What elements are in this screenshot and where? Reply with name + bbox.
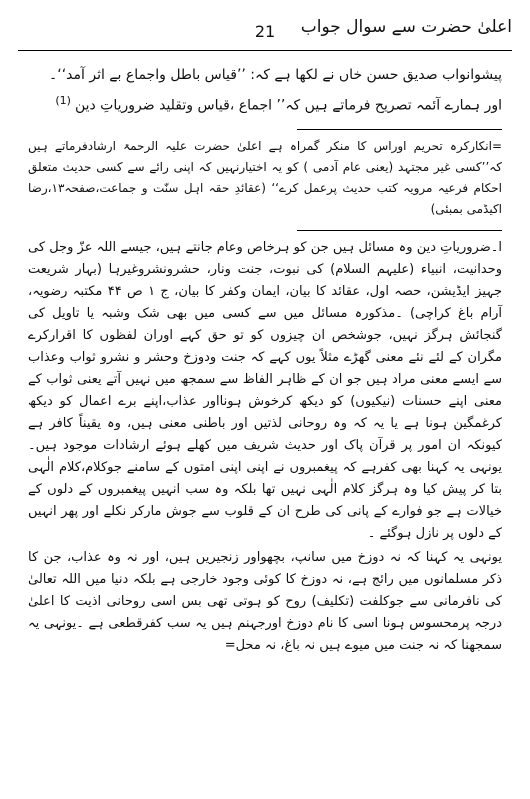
page-number: 21 bbox=[254, 22, 276, 41]
header-rule bbox=[18, 50, 512, 51]
intro-line-2 bbox=[28, 88, 502, 119]
intro-line-1: پیشوانواب صدیق حسن خاں نے لکھا ہے کہ: ’’قیاس باطل واجماع بے اثر آمد‘‘۔ bbox=[49, 67, 502, 83]
paragraph-1: ا۔ضروریاتِ دین وہ مسائل ہیں جن کو ہرخاص وعام جانتے ہیں، جیسے اللہ عزّ وجل کی وحدانیت، انبیاء (علیہم السلام) کی نبوت، جنت ونار، حشرونشروغیرہا (بہار شریعت جہیز ایڈیشن، حصہ اول، عقائد کا بیان، ایمان وکفر کا بیان، ج ۱ ص ۴۴ مکتبہ رضویہ، آرام باغ کراچی) ۔مذکورہ مسائل میں سے کسی میں بھی شک وشبہ یا تاویل کی گنجائش ہرگز نہیں، جوشخص ان چیزوں کو تو حق کہے اوران لفظوں کا اقرارکرے مگران کے لئے نئے معنی گھڑے مثلاً یوں کہے کہ جنت ودوزخ وحشر و نشرو ثواب وعذاب سے ایسے معنی مراد ہیں جو ان کے ظاہر الفاظ سے سمجھ میں نہیں آتے یعنی ثواب کے معنی اپنے حسنات (نیکیوں) کو دیکھ کرخوش ہونااور عذاب،اپنے برے اعمال کو دیکھ کرغمگین ہونا ہے یا یہ کہ وہ روحانی لذتیں اور باطنی معنی ہیں، وہ یقیناً کافر ہے کیونکہ ان امور پر قرآن پاک اور حدیث شریف میں کھلے ہوئے ارشادات موجود ہیں۔ یونہی یہ کہنا بھی کفرہے کہ پیغمبروں نے اپنی اپنی امتوں کے سامنے جوکلام،کلام الٰہی بتا کر پیش کیا وہ ہرگز کلام الٰہی نہیں تھا بلکہ وہ سب انہیں پیغمبروں کے دلوں کے خیالات ہے جو فوارے کے پانی کی طرح ان کے قلوب سے جوش مارکر نکلے اور پھر انہیں کے دلوں پر نازل ہوگئے ۔ bbox=[28, 239, 502, 541]
paragraph-2: یونہی یہ کہنا کہ نہ دوزخ میں سانپ، بچھواور زنجیریں ہیں، اور نہ وہ عذاب، جن کا ذکر مسلمانوں میں رائج ہے، نہ دوزخ کا کوئی وجود خارجی ہے بلکہ دنیا میں اللہ تعالیٰ کی نافرمانی سے جوکلفت (تکلیف) روح کو ہوتی تھی بس اسی روحانی اذیت کا اعلیٰ درجہ پرمحسوس ہونا اسی کا نام دوزخ اورجہنم ہیں یہ سب کفرقطعی ہے ۔یونہی یہ سمجھنا کہ نہ جنت میں میوے ہیں نہ باغ، نہ محل= bbox=[28, 549, 502, 653]
footnote-marker: (1) bbox=[55, 94, 71, 107]
book-title: اعلیٰ حضرت سے سوال جواب bbox=[300, 17, 512, 37]
footnote-divider bbox=[297, 129, 502, 130]
page-header bbox=[18, 10, 512, 50]
footnote-text: =انکارکرہ تحریم اوراس کا منکر گمراہ ہے اعلیٰ حضرت علیہ الرحمۃ ارشادفرماتے ہیں کہ’’کسی غیر مجتہد (یعنی عام آدمی ) کو یہ اختیارنہیں کہ اپنی رائے سے کسی حدیث متعلق احکام فرعیہ مرویہ کتب حدیث پرعمل کرے‘‘ (عقائدِ حقہ اہل سنّت و جماعت،صفحہ۱۳،رضا اکیڈمی بمبئی) bbox=[28, 138, 502, 216]
intro-line-2-text: اور ہمارے آئمہ تصریح فرماتے ہیں کہ’’ اجماع ،قیاس وتقلید ضروریاتِ دین bbox=[74, 97, 502, 114]
section-divider bbox=[297, 230, 502, 231]
page-body bbox=[28, 62, 502, 657]
